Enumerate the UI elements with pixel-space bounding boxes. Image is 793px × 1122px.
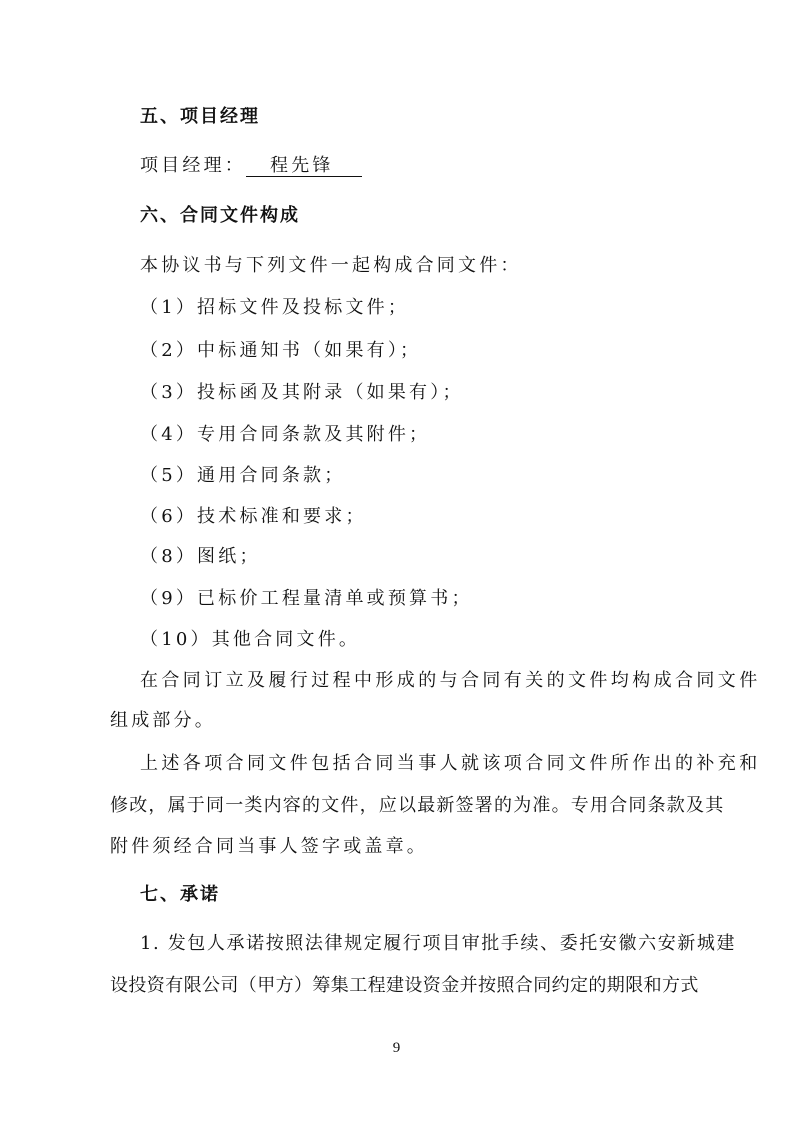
list-item: （10）其他合同文件。: [140, 629, 361, 650]
list-item: （6）技术标准和要求；: [140, 506, 367, 527]
paragraph-2-line-2: 修改，属于同一类内容的文件，应以最新签署的为准。专用合同条款及其: [110, 795, 725, 816]
project-manager-label: 项目经理：: [140, 155, 246, 176]
paragraph-3-line-1: 1. 发包人承诺按照法律规定履行项目审批手续、委托安徽六安新城建: [140, 933, 737, 954]
list-item: （2）中标通知书（如果有）；: [140, 340, 422, 361]
paragraph-2-line-1: 上述各项合同文件包括合同当事人就该项合同文件所作出的补充和: [140, 753, 761, 774]
section-7-heading: 七、承诺: [140, 884, 220, 905]
section-6-intro: 本协议书与下列文件一起构成合同文件：: [140, 255, 522, 276]
paragraph-1-line-2: 组成部分。: [110, 710, 216, 731]
list-item: （8）图纸；: [140, 546, 261, 567]
list-item: （9）已标价工程量清单或预算书；: [140, 588, 473, 609]
list-item: （5）通用合同条款；: [140, 465, 346, 486]
project-manager-line: [140, 155, 362, 177]
list-item: （1）招标文件及投标文件；: [140, 297, 410, 318]
list-item: （3）投标函及其附录（如果有）；: [140, 382, 464, 403]
paragraph-3-line-2: 设投资有限公司（甲方）筹集工程建设资金并按照合同约定的期限和方式: [110, 975, 699, 996]
paragraph-2-line-3: 附件须经合同当事人签字或盖章。: [110, 836, 428, 857]
list-item: （4）专用合同条款及其附件；: [140, 424, 431, 445]
paragraph-1-line-1: 在合同订立及履行过程中形成的与合同有关的文件均构成合同文件: [140, 670, 761, 691]
section-6-heading: 六、合同文件构成: [140, 205, 300, 226]
project-manager-name: 程先锋: [246, 156, 362, 177]
page-number: 9: [392, 1040, 401, 1056]
section-5-heading: 五、项目经理: [140, 106, 260, 127]
